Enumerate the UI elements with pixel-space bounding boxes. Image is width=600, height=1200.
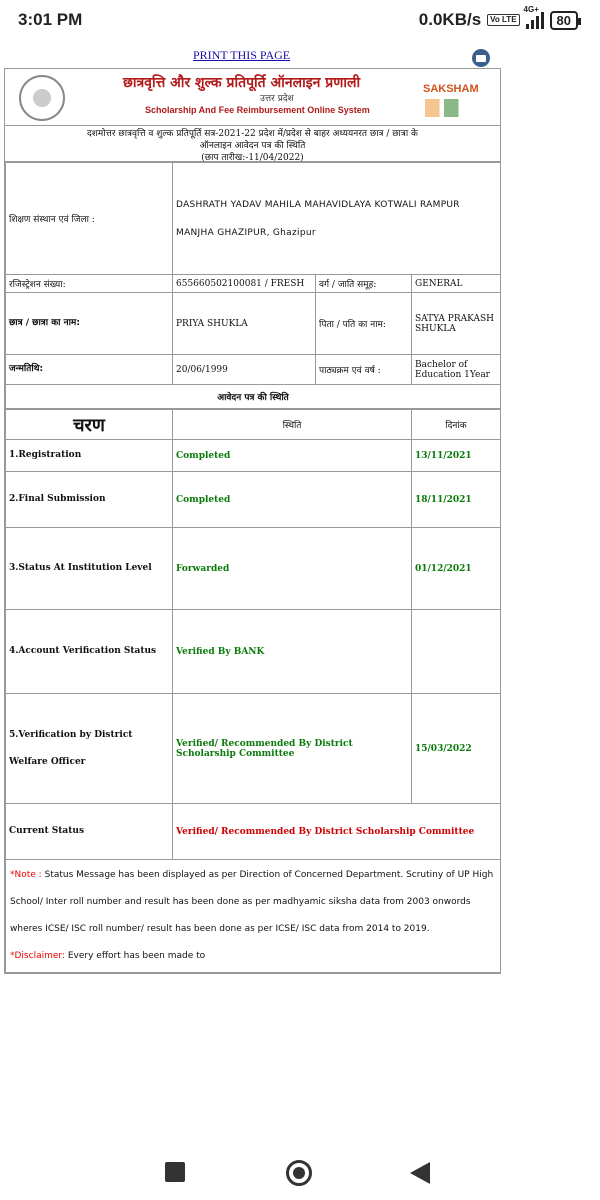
institution-label: शिक्षण संस्थान एवं जिला : (6, 163, 173, 275)
student-name-value: PRIYA SHUKLA (173, 293, 316, 355)
signal-icon: 4G+ (526, 11, 544, 29)
disclaimer-text: Every effort has been made to (67, 951, 206, 961)
category-value: GENERAL (412, 275, 501, 293)
institution-value: DASHRATH YADAV MAHILA MAHAVIDLAYA KOTWALI RAMPUR MANJHA GHAZIPUR, Ghazipur (173, 163, 501, 275)
status-section-title: आवेदन पत्र की स्थिति (6, 385, 501, 409)
current-status-value: Verified/ Recommended By District Scholarship Committee (173, 804, 501, 860)
portal-title-hindi: छात्रवृत्ति और शुल्क प्रतिपूर्ति ऑनलाइन प्रणाली (123, 75, 361, 91)
battery-icon: 80 (550, 11, 578, 30)
state-name: उत्तर प्रदेश (260, 94, 294, 104)
portal-title-english: Scholarship And Fee Reimbursement Online System (145, 105, 370, 115)
course-value: Bachelor of Education 1Year (412, 355, 501, 385)
recent-apps-icon[interactable] (165, 1162, 185, 1182)
student-name-label: छात्र / छात्रा का नाम: (6, 293, 173, 355)
father-name-value: SATYA PRAKASH SHUKLA (412, 293, 501, 355)
note-block (6, 860, 501, 973)
table-row: 5.Verification by District Welfare Officer Verified/ Recommended By District Scholarship Committee 15/03/2022 (6, 694, 501, 804)
registration-label: रजिस्ट्रेशन संख्या: (6, 275, 173, 293)
saksham-logo-text: SAKSHAM (423, 83, 479, 95)
note-text: Status Message has been displayed as per Direction of Concerned Department. Scrutiny of UP High School/ Inter roll number and result has been done as per madhyamic siksha data from 2003 onwords wheres ICSE/ ISC roll number/ result has been done as per ICSE/ ISC data from 2014 to 2019. (10, 870, 494, 934)
col-stage-header: चरण (6, 410, 173, 440)
print-icon[interactable] (472, 49, 490, 67)
volte-icon: Vo LTE (487, 14, 519, 26)
dob-label: जन्मतिथि: (6, 355, 173, 385)
col-status-header: स्थिति (173, 410, 412, 440)
network-speed: 0.0KB/s (418, 10, 482, 29)
col-date-header: दिनांक (412, 410, 501, 440)
application-status-document (4, 68, 501, 974)
table-row: 2.Final Submission Completed 18/11/2021 (6, 472, 501, 528)
current-status-row (6, 804, 501, 860)
status-table (5, 409, 501, 973)
table-row: 1.Registration Completed 13/11/2021 (6, 440, 501, 472)
table-row: 4.Account Verification Status Verified By BANK (6, 610, 501, 694)
student-info-table (5, 162, 501, 409)
digital-india-logo (425, 99, 473, 117)
current-status-label: Current Status (6, 804, 173, 860)
course-label: पाठ्यक्रम एवं वर्ष : (316, 355, 412, 385)
android-nav-bar (0, 1140, 600, 1200)
home-icon[interactable] (286, 1160, 312, 1186)
back-icon[interactable] (410, 1162, 430, 1184)
registration-value: 655660502100081 / FRESH (173, 275, 316, 293)
note-prefix: *Note : (10, 870, 42, 880)
print-page-link[interactable]: PRINT THIS PAGE (193, 48, 291, 62)
header-banner (5, 69, 500, 126)
up-emblem-logo (19, 75, 65, 121)
status-bar (0, 0, 600, 40)
session-heading: दशमोत्तर छात्रवृत्ति व शुल्क प्रतिपूर्ति सत्र-2021-22 प्रदेश में/प्रदेश से बाहर अध्ययनरत छात्र / छात्रा के ऑनलाइन आवेदन पत्र की स्थिति (छाप तारीख:-11/04/2022) (5, 126, 500, 162)
table-row: 3.Status At Institution Level Forwarded 01/12/2021 (6, 528, 501, 610)
father-name-label: पिता / पति का नाम: (316, 293, 412, 355)
clock: 3:01 PM (18, 10, 83, 29)
disclaimer-prefix: *Disclaimer: (10, 951, 65, 961)
category-label: वर्ग / जाति समूह: (316, 275, 412, 293)
dob-value: 20/06/1999 (173, 355, 316, 385)
